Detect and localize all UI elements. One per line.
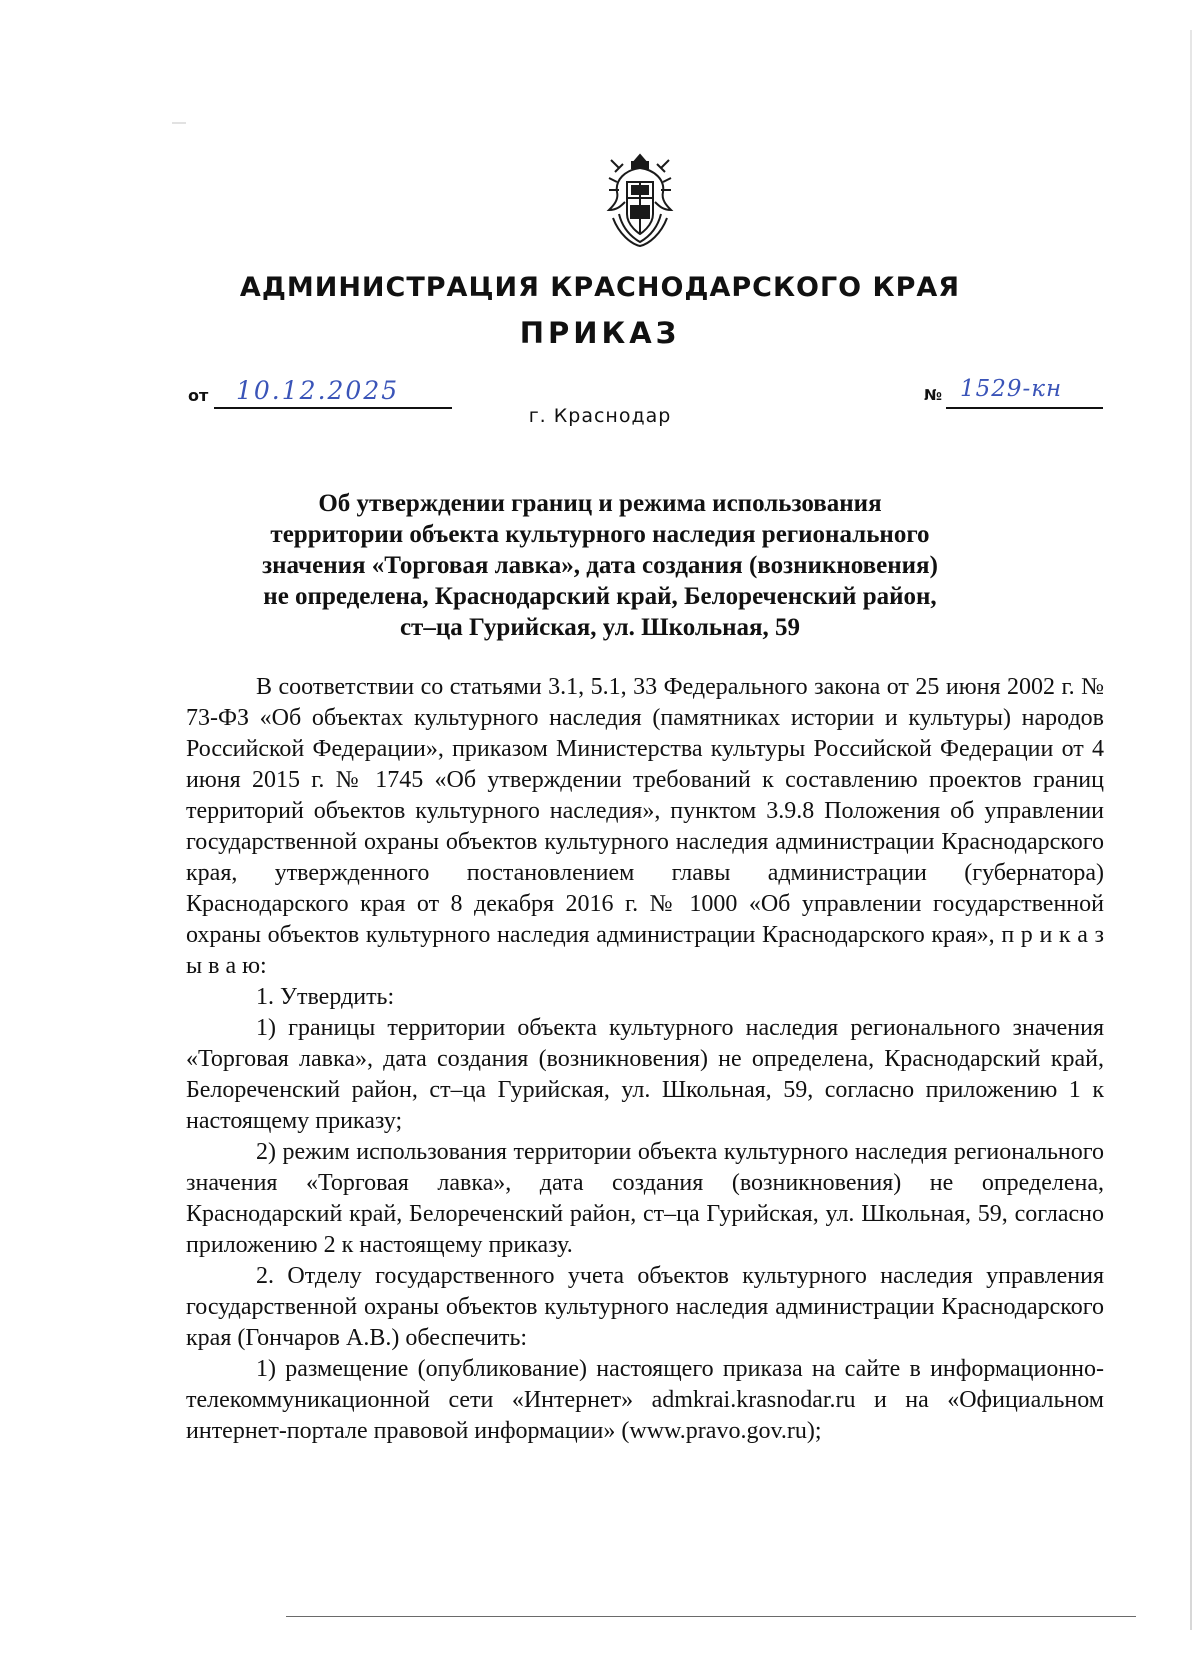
scan-edge — [1190, 30, 1192, 1630]
item-1: 1. Утвердить: — [256, 984, 395, 1010]
date-handwritten: 10.12.2025 — [236, 376, 400, 405]
city: г. Краснодар — [528, 405, 672, 427]
subject-line: значения «Торговая лавка», дата создания (возникновения) — [262, 552, 938, 579]
item-1-1: 1) границы территории объекта культурного наследия регионального значения «Торговая лавка», дата создания (возникновения) не определена, Краснодарский край, Белореченский район, ст–ца Гурийская, ул. Школьная, 59, согласно приложению 1 к настоящему приказу; — [186, 1015, 1104, 1134]
number-prefix: № — [924, 386, 943, 404]
item-1-2: 2) режим использования территории объекта культурного наследия регионального значения «Торговая лавка», дата создания (возникновения) не определена, Краснодарский край, Белореченский район, ст–ца Гурийская, ул. Школьная, 59, согласно приложению 2 к настоящему приказу. — [186, 1139, 1104, 1258]
subject-line: территории объекта культурного наследия регионального — [270, 521, 930, 548]
subject-line: не определена, Краснодарский край, Белореченский район, — [263, 583, 937, 610]
subject-line: ст–ца Гурийская, ул. Школьная, 59 — [399, 614, 801, 641]
coat-of-arms-icon — [605, 152, 675, 248]
document-type: ПРИКАЗ — [519, 316, 681, 350]
scan-artifact — [172, 122, 186, 124]
item-2-1: 1) размещение (опубликование) настоящего приказа на сайте в информационно-телекоммуникационной сети «Интернет» admkrai.krasnodar.ru и на «Официальном интернет-портале правовой информации» (www.pravo.gov.ru); — [186, 1356, 1104, 1444]
number-field — [924, 376, 1104, 412]
item-2: 2. Отделу государственного учета объектов культурного наследия управления государственной охраны объектов культурного наследия администрации Краснодарского края (Гончаров А.В.) обеспечить: — [186, 1263, 1104, 1351]
organization-title: АДМИНИСТРАЦИЯ КРАСНОДАРСКОГО КРАЯ — [239, 272, 961, 303]
footer-divider — [286, 1616, 1136, 1617]
number-handwritten: 1529-кн — [960, 376, 1063, 402]
subject-line: Об утверждении границ и режима использования — [318, 490, 882, 517]
subject-heading — [180, 488, 1020, 643]
number-underline — [946, 407, 1103, 409]
document-body — [186, 672, 1104, 1447]
preamble-paragraph: В соответствии со статьями 3.1, 5.1, 33 Федерального закона от 25 июня 2002 г. № 73-ФЗ «Об объектах культурного наследия (памятниках истории и культуры) народов Российской Федерации», приказом Министерства культуры Российской Федерации от 4 июня 2015 г. № 1745 «Об утверждении требований к составлению проектов границ территорий объектов культурного наследия», пунктом 3.9.8 Положения об управлении государственной охраны объектов культурного наследия администрации Краснодарского края, утвержденного постановлением главы администрации (губернатора) Краснодарского края от 8 декабря 2016 г. № 1000 «Об управлении государственной охраны объектов культурного наследия администрации Краснодарского края», п р и к а з ы в а ю: — [186, 674, 1104, 979]
date-prefix: от — [188, 386, 209, 405]
